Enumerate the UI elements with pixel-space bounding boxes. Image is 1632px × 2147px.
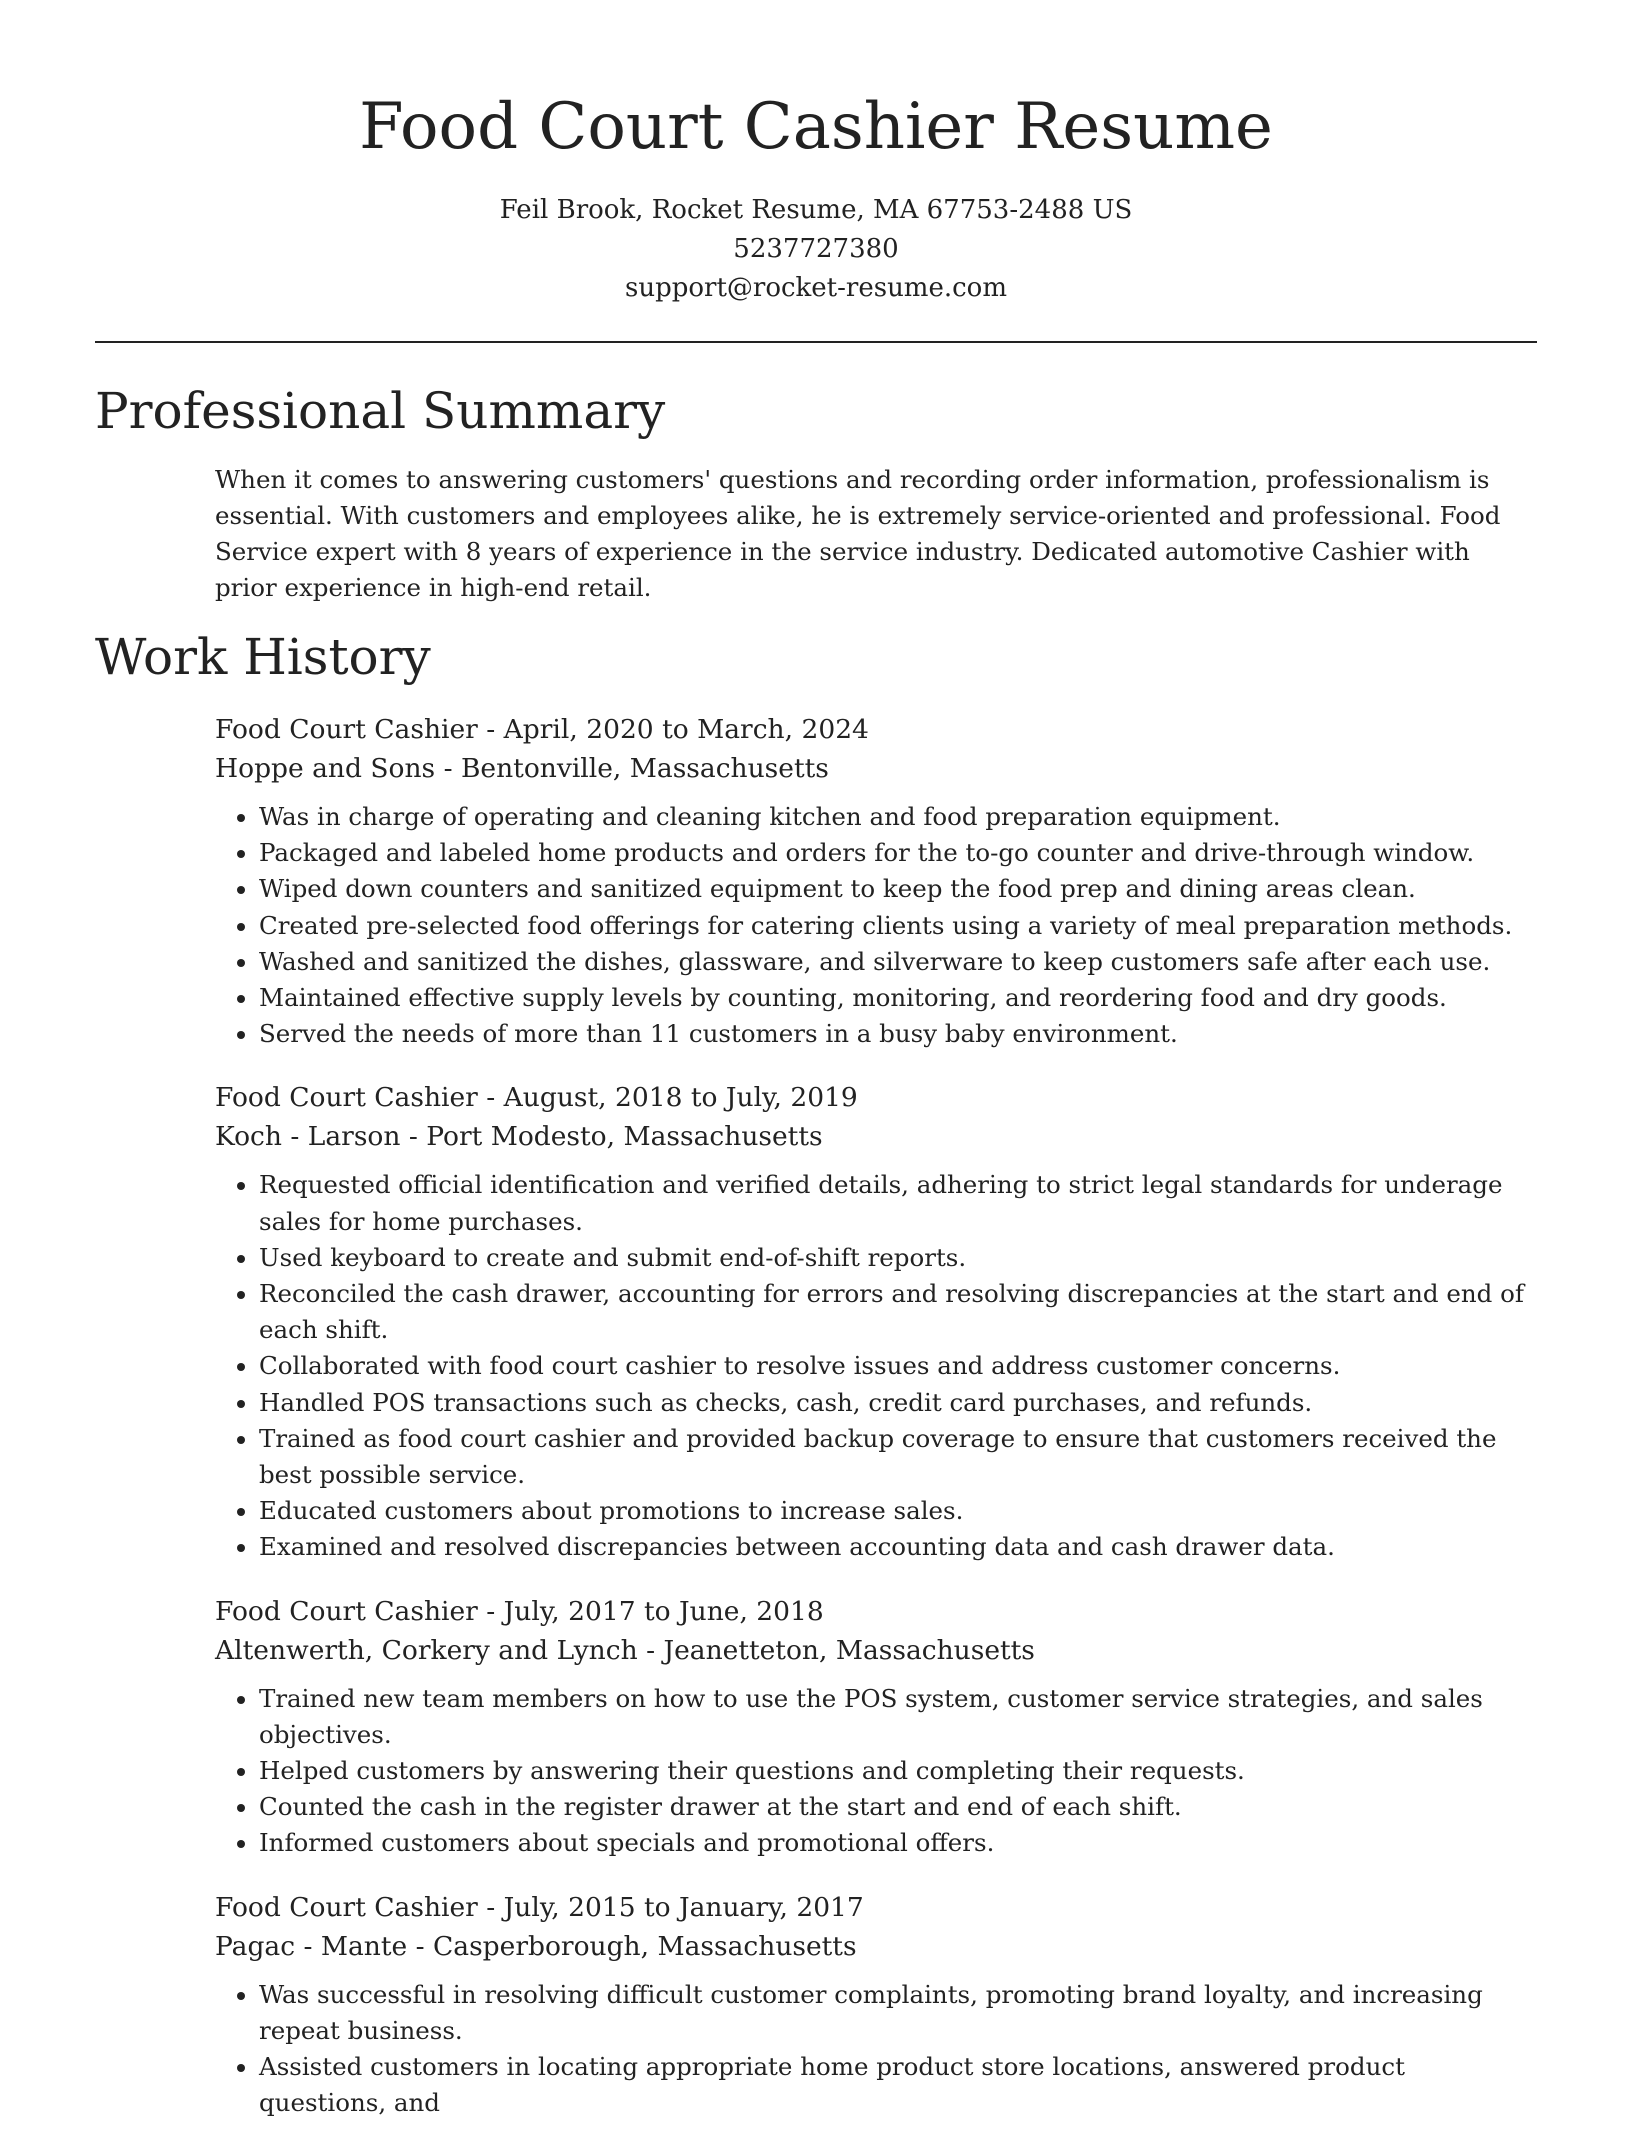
job-duty: • Examined and resolved discrepancies between accounting data and cash drawer data.: [259, 1529, 1537, 1565]
job-location: Casperborough, Massachusetts: [433, 1930, 857, 1962]
job-duty: • Created pre-selected food offerings for catering clients using a variety of meal preparation methods.: [259, 908, 1537, 944]
job-title: Food Court Cashier: [215, 1082, 478, 1114]
job-company-line: Pagac - Mante - Casperborough, Massachusetts: [215, 1930, 857, 1962]
contact-block: [95, 191, 1537, 308]
job-duty: • Used keyboard to create and submit end-of-shift reports.: [259, 1240, 1537, 1276]
job-duty: • Maintained effective supply levels by counting, monitoring, and reordering food and dry goods.: [259, 980, 1537, 1016]
job-duties: [215, 799, 1537, 1052]
job-duty: • Assisted customers in locating appropriate home product store locations, answered product questions, and: [259, 2049, 1537, 2121]
header-divider: [95, 341, 1537, 343]
work-history-heading: Work History: [95, 628, 431, 686]
job-location: Jeanetteton, Massachusetts: [663, 1634, 1035, 1666]
job-duty: • Handled POS transactions such as checks, cash, credit card purchases, and refunds.: [259, 1385, 1537, 1421]
job-dates: April, 2020 to March, 2024: [503, 714, 869, 745]
job-duty: • Informed customers about specials and promotional offers.: [259, 1825, 1537, 1861]
summary-heading: Professional Summary: [95, 382, 666, 440]
job-title: Food Court Cashier: [215, 1595, 478, 1627]
contact-phone: 5237727380: [733, 234, 899, 264]
job-dates: July, 2017 to June, 2018: [503, 1595, 824, 1627]
job-duty: • Counted the cash in the register drawer at the start and end of each shift.: [259, 1789, 1537, 1825]
job-company-line: Koch - Larson - Port Modesto, Massachusetts: [215, 1121, 823, 1153]
job-company-line: Altenwerth, Corkery and Lynch - Jeanetteton, Massachusetts: [215, 1634, 1035, 1666]
job-title-line: Food Court Cashier - August, 2018 to July, 2019: [215, 1082, 858, 1114]
work-history-list: [215, 710, 1537, 2147]
job-duty: • Packaged and labeled home products and orders for the to-go counter and drive-through window.: [259, 835, 1537, 871]
job-title-line: Food Court Cashier - July, 2015 to January, 2017: [215, 1891, 864, 1923]
job-location: Bentonville, Massachusetts: [460, 753, 829, 784]
job-title-line: Food Court Cashier - April, 2020 to March, 2024: [215, 714, 869, 745]
job-dates: August, 2018 to July, 2019: [503, 1082, 858, 1114]
job-duties: [215, 1681, 1537, 1862]
job-entry: [215, 1592, 1537, 1862]
job-duty: • Served the needs of more than 11 customers in a busy baby environment.: [259, 1016, 1537, 1052]
resume-title: Food Court Cashier Resume: [359, 90, 1273, 164]
job-duties: [215, 1977, 1537, 2122]
job-title-line: Food Court Cashier - July, 2017 to June, 2018: [215, 1595, 824, 1627]
job-duty: • Was successful in resolving difficult customer complaints, promoting brand loyalty, and increasing repeat business.: [259, 1977, 1537, 2049]
job-duty: • Trained as food court cashier and provided backup coverage to ensure that customers received the best possible service.: [259, 1421, 1537, 1493]
job-duty: • Was in charge of operating and cleaning kitchen and food preparation equipment.: [259, 799, 1537, 835]
job-duty: • Requested official identification and verified details, adhering to strict legal standards for underage sales for home purchases.: [259, 1167, 1537, 1239]
job-company-line: Hoppe and Sons - Bentonville, Massachusetts: [215, 753, 829, 784]
job-duty: • Collaborated with food court cashier to resolve issues and address customer concerns.: [259, 1348, 1537, 1384]
job-company: Koch - Larson: [215, 1121, 401, 1153]
job-duty: • Educated customers about promotions to increase sales.: [259, 1493, 1537, 1529]
job-company: Pagac - Mante: [215, 1930, 408, 1962]
job-duty: • Reconciled the cash drawer, accounting for errors and resolving discrepancies at the start and end of each shift.: [259, 1276, 1537, 1348]
job-entry: [215, 1078, 1537, 1565]
job-duty: • Helped customers by answering their questions and completing their requests.: [259, 1753, 1537, 1789]
job-duties: [215, 1167, 1537, 1565]
summary-text: When it comes to answering customers' questions and recording order information, professionalism is essential. With customers and employees alike, he is extremely service-oriented and professional. Food Service expert with 8 years of experience in the service industry. Dedicated automotive Cashier with prior experience in high-end retail.: [215, 465, 1501, 602]
job-title: Food Court Cashier: [215, 714, 478, 745]
job-duty: • Wiped down counters and sanitized equipment to keep the food prep and dining areas clean.: [259, 871, 1537, 907]
job-entry: [215, 1888, 1537, 2122]
job-location: Port Modesto, Massachusetts: [426, 1121, 823, 1153]
job-duty: • Washed and sanitized the dishes, glassware, and silverware to keep customers safe after each use.: [259, 944, 1537, 980]
job-duty: • Trained new team members on how to use the POS system, customer service strategies, and sales objectives.: [259, 1681, 1537, 1753]
job-company: Altenwerth, Corkery and Lynch: [215, 1634, 638, 1666]
contact-email: support@rocket-resume.com: [624, 273, 1007, 303]
job-entry: [215, 710, 1537, 1052]
job-company: Hoppe and Sons: [215, 753, 436, 784]
contact-address: Feil Brook, Rocket Resume, MA 67753-2488 US: [499, 195, 1133, 225]
job-dates: July, 2015 to January, 2017: [503, 1891, 864, 1923]
job-title: Food Court Cashier: [215, 1891, 478, 1923]
